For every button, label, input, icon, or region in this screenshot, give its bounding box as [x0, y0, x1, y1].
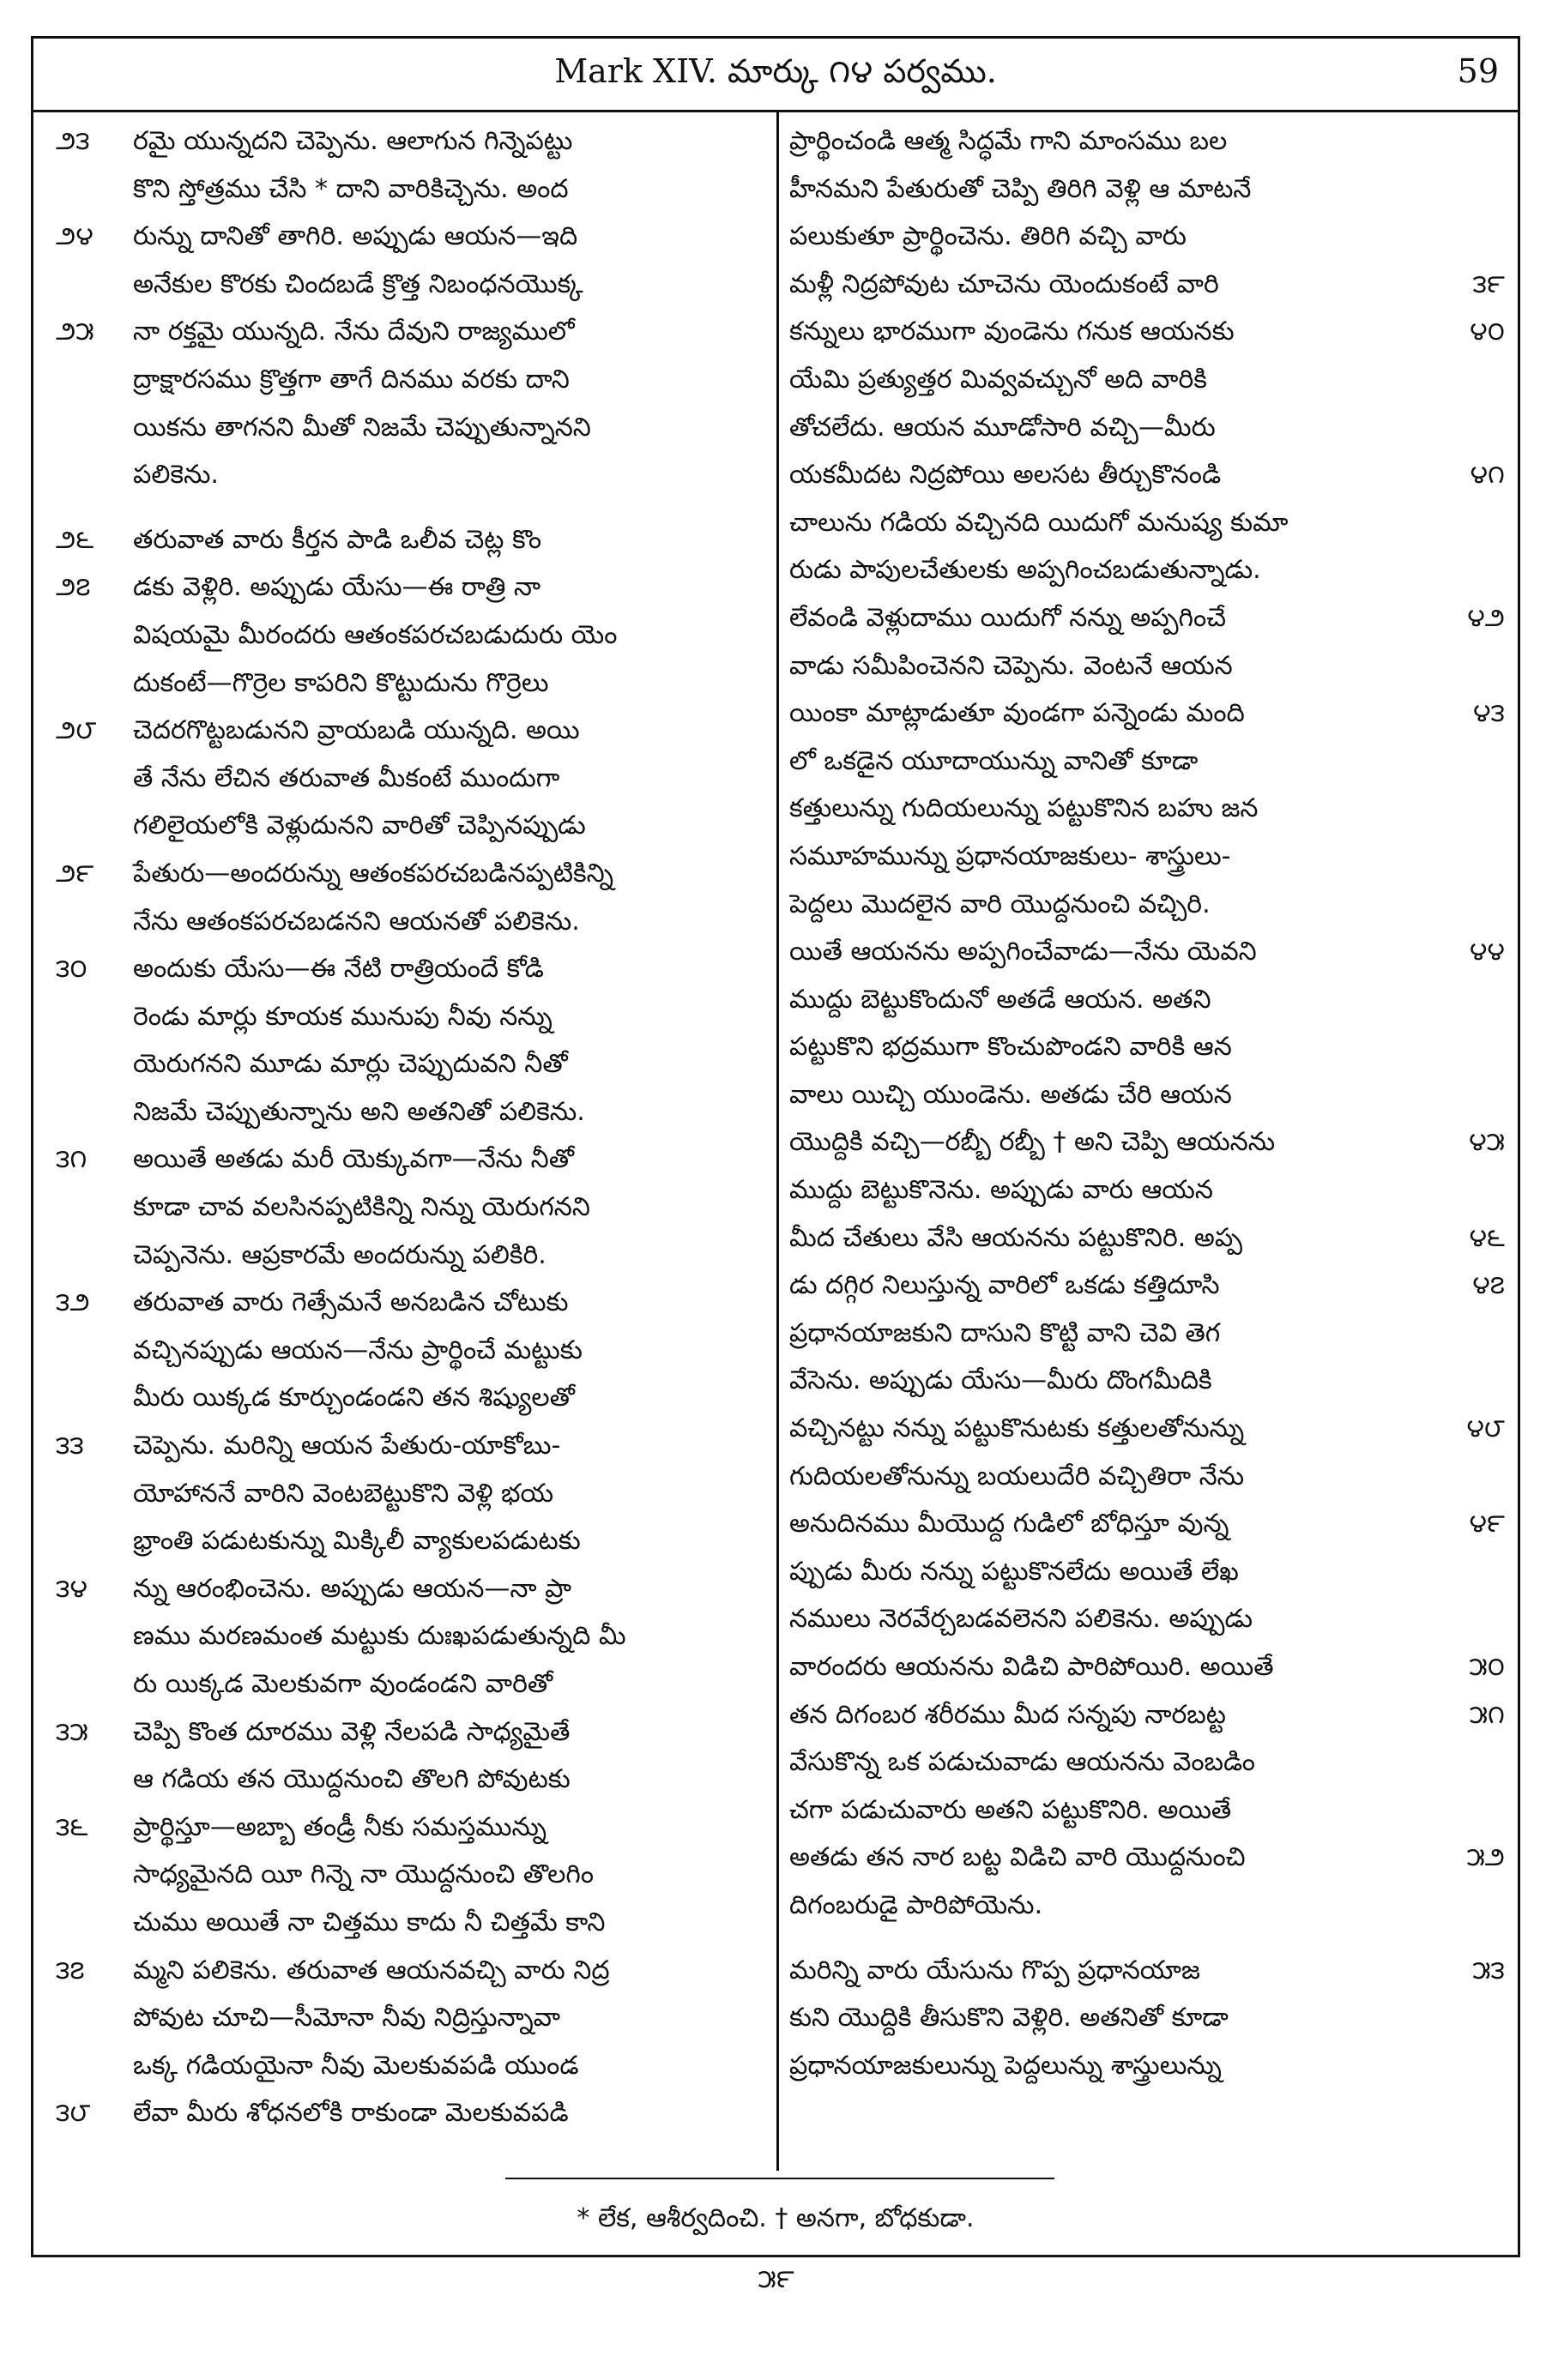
page-frame	[31, 36, 1520, 2257]
line-text: మ్మని పలికెను. తరువాత ఆయనవచ్చి వారు నిద్ర	[133, 1955, 610, 1985]
verse-number: ౩౬	[56, 1811, 88, 1842]
line-text: తన దిగంబర శరీరము మీద సన్నపు నారబట్ట	[789, 1699, 1226, 1730]
line-text: చగా పడుచువారు అతని పట్టుకొనిరి. అయితే	[789, 1794, 1232, 1825]
line-text: ద్రాక్షారసము క్రొత్తగా తాగే దినము వరకు దాని	[133, 364, 570, 395]
line-text: ప్రధానయాజకులున్ను పెద్దలున్ను శాస్త్రులున్ను	[789, 2050, 1222, 2081]
text-line	[56, 945, 768, 993]
text-line	[56, 802, 768, 850]
text-line	[789, 833, 1505, 881]
text-line	[56, 1279, 768, 1327]
text-line	[56, 2042, 768, 2090]
text-line	[789, 881, 1505, 929]
line-text: రుడు పాపులచేతులకు అప్పగించబడుతున్నాడు.	[789, 555, 1261, 586]
text-line	[789, 1214, 1505, 1262]
line-text: రు యిక్కడ మెలకువగా వుండండని వారితో	[133, 1669, 553, 1699]
text-line	[56, 1232, 768, 1280]
text-line	[789, 1738, 1505, 1787]
line-text: దుకంటే—గొర్రెల కాపరిని కొట్టుదును గొర్రెలు	[133, 667, 549, 698]
line-text: తోచలేదు. ఆయన మూడోసారి వచ్చి—మీరు	[789, 412, 1216, 443]
line-text: వేసుకొన్న ఒక పడుచువాడు ఆయనను వెంబడిం	[789, 1747, 1256, 1778]
text-line	[789, 1643, 1505, 1691]
text-line	[789, 1787, 1505, 1835]
text-line	[789, 2042, 1505, 2090]
verse-number: ౩౫	[56, 1716, 88, 1747]
text-line	[56, 404, 768, 452]
text-line	[56, 755, 768, 803]
line-text: విషయమై మీరందరు ఆతంకపరచబడుదురు యెం	[133, 619, 618, 650]
text-line	[789, 213, 1505, 261]
line-text: డు దగ్గిర నిలుస్తున్న వారిలో ఒకడు కత్తిదూసి	[789, 1270, 1220, 1301]
text-line	[56, 1994, 768, 2042]
text-columns	[33, 112, 1518, 2171]
line-text: యెరుగనని మూడు మార్లు చెప్పుదువని నీతో	[133, 1049, 568, 1080]
line-text: యొద్దికి వచ్చి—రబ్బీ రబ్బీ † అని చెప్పి ఆయనను	[789, 1127, 1276, 1158]
verse-number: ౩౭	[56, 1955, 85, 1985]
signature-mark: ౫౯	[758, 2264, 794, 2294]
text-line	[56, 261, 768, 309]
line-text: పలుకుతూ ప్రార్థించెను. తిరిగి వచ్చి వారు	[789, 221, 1187, 252]
text-line	[789, 1691, 1505, 1739]
line-text: గలిలైయలోకి వెళ్లుదునని వారితో చెప్పినప్పుడు	[133, 810, 586, 841]
text-line	[56, 117, 768, 166]
paragraph-gap	[789, 1930, 1505, 1947]
text-line	[789, 1882, 1505, 1930]
verse-number: ౫౦	[1469, 1652, 1505, 1682]
line-text: యకమీదట నిద్రపోయి అలసట తీర్చుకొనండి	[789, 460, 1222, 491]
line-text: హీనమని పేతురుతో చెప్పి తిరిగి వెళ్లి ఆ మాటనే	[789, 173, 1252, 204]
text-line	[56, 1374, 768, 1422]
line-text: న్ను ఆరంభించెను. అప్పుడు ఆయన—నా ప్రా	[133, 1573, 572, 1604]
text-line	[789, 1994, 1505, 2042]
line-text: తే నేను లేచిన తరువాత మీకంటే ముందుగా	[133, 762, 560, 793]
verse-number: ౫౨	[1466, 1842, 1505, 1873]
text-line	[789, 1500, 1505, 1548]
text-line	[56, 707, 768, 755]
verse-number: ౪౯	[1469, 1509, 1505, 1539]
text-line	[789, 594, 1505, 642]
verse-number: ౨౭	[56, 572, 91, 603]
verse-number: ౩౦	[56, 954, 88, 985]
verse-number: ౪౧	[1470, 460, 1505, 491]
line-text: చెప్పెను. మరిన్ని ఆయన పేతురు-యాకోబు-	[133, 1431, 561, 1461]
verse-number: ౩౯	[1472, 268, 1505, 299]
running-head	[33, 39, 1518, 112]
text-line	[56, 1756, 768, 1804]
line-text: అనుదినము మీయొద్ద గుడిలో బోధిస్తూ వున్న	[789, 1509, 1229, 1539]
line-text: చెదరగొట్టబడునని వ్రాయబడి యున్నది. అయి	[133, 715, 580, 746]
verse-number: ౪౫	[1469, 1127, 1505, 1158]
text-line	[56, 1851, 768, 1899]
line-text: మరిన్ని వారు యేసును గొప్ప ప్రధానయాజ	[789, 1955, 1200, 1985]
line-text: నేను ఆతంకపరచబడనని ఆయనతో పలికెను.	[133, 906, 580, 937]
verse-number: ౨౩	[56, 126, 90, 156]
line-text: పెద్దలు మొదలైన వారి యొద్దనుంచి వచ్చిరి.	[789, 889, 1211, 919]
line-text: కన్నులు భారముగా వుండెను గనుక ఆయనకు	[789, 316, 1235, 347]
text-line	[56, 993, 768, 1041]
footnote-rule	[505, 2178, 1054, 2179]
verse-number: ౪౩	[1473, 698, 1505, 729]
line-text: అనేకుల కొరకు చిందబడే క్రొత్త నిబంధనయొక్క	[133, 268, 583, 299]
text-line	[56, 1088, 768, 1136]
verse-number: ౪౬	[1469, 1222, 1505, 1253]
verse-number: ౫౩	[1472, 1955, 1505, 1985]
line-text: పోవుట చూచి—సీమోనా నీవు నిద్రిస్తున్నావా	[133, 2003, 561, 2034]
text-line	[789, 1023, 1505, 1071]
text-line	[789, 308, 1505, 356]
line-text: కొని స్తోత్రము చేసి * దాని వారికిచ్చెను. అంద	[133, 173, 569, 204]
line-text: కుని యొద్దికి తీసుకొని వెళ్లిరి. అతనితో కూడా	[789, 2003, 1229, 2034]
text-line	[789, 785, 1505, 833]
line-text: అతడు తన నార బట్ట విడిచి వారి యొద్దనుంచి	[789, 1842, 1246, 1873]
line-text: తరువాత వారు గెత్సేమనే అనబడిన చోటుకు	[133, 1287, 569, 1318]
line-text: వారందరు ఆయనను విడిచి పారిపోయిరి. అయితే	[789, 1652, 1274, 1682]
text-line	[56, 166, 768, 214]
line-text: సమూహమున్ను ప్రధానయాజకులు- శాస్త్రులు-	[789, 841, 1231, 871]
text-line	[789, 1595, 1505, 1643]
line-text: భ్రాంతి పడుటకున్ను మిక్కిలీ వ్యాకులపడుటకు	[133, 1526, 581, 1557]
text-line	[56, 308, 768, 356]
text-line	[56, 898, 768, 946]
verse-number: ౩౨	[56, 1287, 90, 1318]
text-line	[56, 1947, 768, 1995]
line-text: కత్తులున్ను గుదియలున్ను పట్టుకొనిన బహు జన	[789, 793, 1259, 824]
line-text: యింకా మాట్లాడుతూ వుండగా పన్నెండు మంది	[789, 698, 1245, 729]
line-text: చెప్పనెను. ఆప్రకారమే అందరున్ను పలికిరి.	[133, 1239, 547, 1270]
text-line	[789, 976, 1505, 1024]
line-text: యేమి ప్రత్యుత్తర మివ్వవచ్చునో అది వారికి	[789, 364, 1207, 395]
text-line	[789, 546, 1505, 594]
verse-number: ౪౮	[1466, 1413, 1505, 1444]
line-text: యోహాననే వారిని వెంటబెట్టుకొని వెళ్లి భయ	[133, 1478, 554, 1509]
text-line	[789, 690, 1505, 738]
right-column	[779, 112, 1520, 2171]
verse-number: ౪౨	[1467, 602, 1505, 633]
text-line	[56, 2089, 768, 2137]
line-text: తరువాత వారు కీర్తన పాడి ఒలీవ చెట్ల కొం	[133, 524, 542, 555]
text-line	[789, 1071, 1505, 1119]
line-text: చాలును గడియ వచ్చినది యిదుగో మనుష్య కుమా	[789, 507, 1289, 538]
text-line	[56, 213, 768, 261]
text-line	[56, 1184, 768, 1232]
text-line	[56, 563, 768, 612]
page-title: Mark XIV. మార్కు ౧౪ పర్వము.	[554, 52, 997, 90]
line-text: రెండు మార్లు కూయక మునుపు నీవు నన్ను	[133, 1001, 553, 1032]
line-text: పట్టుకొని భద్రముగా కొంచుపొండని వారికి ఆన	[789, 1032, 1232, 1063]
text-line	[56, 1804, 768, 1852]
text-line	[789, 166, 1505, 214]
verse-number: ౪౭	[1472, 1270, 1505, 1301]
text-line	[56, 1708, 768, 1756]
line-text: పలికెను.	[133, 460, 219, 491]
text-line	[789, 1262, 1505, 1310]
text-line	[789, 404, 1505, 452]
verse-number: ౪౪	[1469, 937, 1505, 967]
verse-number: ౨౮	[56, 715, 97, 746]
line-text: ప్రధానయాజకుని దాసుని కొట్టి వాని చెవి తెగ	[789, 1317, 1221, 1348]
line-text: వేసెను. అప్పుడు యేసు—మీరు దొంగమీదికి	[789, 1365, 1212, 1396]
left-column	[33, 112, 776, 2171]
verse-number: ౫౧	[1469, 1699, 1505, 1730]
verse-number: ౩౩	[56, 1431, 84, 1461]
text-line	[789, 738, 1505, 786]
verse-number: ౨౯	[56, 858, 94, 889]
line-text: ముద్దు బెట్టుకొనెను. అప్పుడు వారు ఆయన	[789, 1175, 1213, 1206]
line-text: లో ఒకడైన యూదాయున్ను వానితో కూడా	[789, 745, 1199, 776]
text-line	[789, 1548, 1505, 1596]
text-line	[789, 451, 1505, 499]
line-text: చుము అయితే నా చిత్తము కాదు నీ చిత్తమే కాని	[133, 1907, 606, 1937]
page-number: 59	[1457, 52, 1499, 90]
line-text: సాధ్యమైనది యీ గిన్నె నా యొద్దనుంచి తొలగిం	[133, 1859, 595, 1890]
line-text: వాలు యిచ్చి యుండెను. అతడు చేరి ఆయన	[789, 1079, 1232, 1110]
line-text: గుదియలతోనున్ను బయలుదేరి వచ్చితిరా నేను	[789, 1461, 1245, 1491]
text-line	[789, 1834, 1505, 1882]
line-text: ప్రార్థిస్తూ—అబ్బా తండ్రీ నీకు సమస్తమున్ను	[133, 1811, 547, 1842]
text-line	[789, 928, 1505, 976]
line-text: నా రక్తమై యున్నది. నేను దేవుని రాజ్యములో	[133, 316, 575, 347]
text-line	[56, 660, 768, 708]
line-text: వాడు సమీపించెనని చెప్పెను. వెంటనే ఆయన	[789, 650, 1233, 681]
text-line	[789, 642, 1505, 690]
verse-number: ౨౫	[56, 316, 94, 347]
text-line	[56, 1422, 768, 1470]
text-line	[56, 1899, 768, 1947]
line-text: దిగంబరుడై పారిపోయెను.	[789, 1889, 1043, 1920]
text-line	[56, 516, 768, 564]
verse-number: ౨౬	[56, 524, 94, 555]
line-text: పేతురు—అందరున్ను ఆతంకపరచబడినప్పటికిన్ని	[133, 858, 613, 889]
text-line	[789, 261, 1505, 309]
line-text: నిజమే చెప్పుతున్నాను అని అతనితో పలికెను.	[133, 1096, 585, 1127]
line-text: యితే ఆయనను అప్పగించేవాడు—నేను యెవని	[789, 937, 1257, 967]
text-line	[789, 1405, 1505, 1453]
text-line	[56, 1517, 768, 1565]
paragraph-gap	[56, 499, 768, 516]
text-line	[56, 356, 768, 404]
line-text: ణము మరణమంత మట్టుకు దుఃఖపడుతున్నది మీ	[133, 1621, 626, 1652]
verse-number: ౪౦	[1470, 316, 1505, 347]
line-text: వచ్చినట్టు నన్ను పట్టుకొనుటకు కత్తులతోనున్ను	[789, 1413, 1245, 1444]
text-line	[789, 1947, 1505, 1995]
text-line	[56, 451, 768, 499]
text-line	[789, 499, 1505, 547]
text-line	[56, 1565, 768, 1613]
text-line	[56, 1327, 768, 1375]
line-text: యికను తాగనని మీతో నిజమే చెప్పుతున్నానని	[133, 412, 591, 443]
line-text: ప్రార్థించండి ఆత్మ సిద్ధమే గాని మాంసము బల	[789, 126, 1228, 156]
line-text: రున్ను దానితో తాగిరి. అప్పుడు ఆయన—ఇది	[133, 221, 578, 252]
text-line	[789, 1166, 1505, 1214]
text-line	[56, 1470, 768, 1518]
verse-number: ౩౪	[56, 1573, 88, 1604]
line-text: లేవా మీరు శోధనలోకి రాకుండా మెలకువపడి	[133, 2098, 569, 2129]
text-line	[789, 1357, 1505, 1405]
line-text: డకు వెళ్లిరి. అప్పుడు యేసు—ఈ రాత్రి నా	[133, 572, 541, 603]
verse-number: ౩౮	[56, 2098, 91, 2129]
line-text: అయితే అతడు మరీ యెక్కువగా—నేను నీతో	[133, 1144, 574, 1175]
text-line	[56, 1660, 768, 1708]
line-text: మళ్లీ నిద్రపోవుట చూచెను యెందుకంటే వారి	[789, 268, 1219, 299]
line-text: ఒక్క గడియయైనా నీవు మెలకువపడి యుండ	[133, 2050, 579, 2081]
text-line	[56, 612, 768, 660]
line-text: మీద చేతులు వేసి ఆయనను పట్టుకొనిరి. అప్ప	[789, 1222, 1243, 1253]
line-text: ప్పుడు మీరు నన్ను పట్టుకొనలేదు అయితే లేఖ	[789, 1556, 1239, 1587]
footnotes: * లేక, ఆశీర్వదించి. † అనగా, బోధకుడా.	[577, 2203, 975, 2233]
line-text: నములు నెరవేర్చబడవలెనని పలికెను. అప్పుడు	[789, 1604, 1253, 1635]
text-line	[789, 1118, 1505, 1166]
text-line	[56, 850, 768, 898]
text-line	[789, 356, 1505, 404]
line-text: ముద్దు బెట్టుకొందునో అతడే ఆయన. అతని	[789, 984, 1211, 1015]
verse-number: ౨౪	[56, 221, 94, 252]
text-line	[789, 1310, 1505, 1358]
text-line	[56, 1612, 768, 1660]
text-line	[56, 1136, 768, 1184]
text-line	[789, 117, 1505, 166]
line-text: లేవండి వెళ్లుదాము యిదుగో నన్ను అప్పగించే	[789, 602, 1227, 633]
verse-number: ౩౧	[56, 1144, 88, 1175]
line-text: కూడా చావ వలసినప్పటికిన్ని నిన్ను యెరుగనని	[133, 1192, 590, 1223]
line-text: అందుకు యేసు—ఈ నేటి రాత్రియందే కోడి	[133, 954, 544, 985]
text-line	[789, 1453, 1505, 1501]
line-text: మీరు యిక్కడ కూర్చుండండని తన శిష్యులతో	[133, 1383, 575, 1413]
line-text: ఆ గడియ తన యొద్దనుంచి తొలగి పోవుటకు	[133, 1764, 571, 1795]
line-text: వచ్చినప్పుడు ఆయన—నేను ప్రార్థించే మట్టుకు	[133, 1335, 583, 1365]
line-text: రమై యున్నదని చెప్పెను. ఆలాగున గిన్నెపట్టు	[133, 126, 573, 156]
text-line	[56, 1040, 768, 1088]
line-text: చెప్పి కొంత దూరము వెళ్లి నేలపడి సాధ్యమైతే	[133, 1716, 571, 1747]
